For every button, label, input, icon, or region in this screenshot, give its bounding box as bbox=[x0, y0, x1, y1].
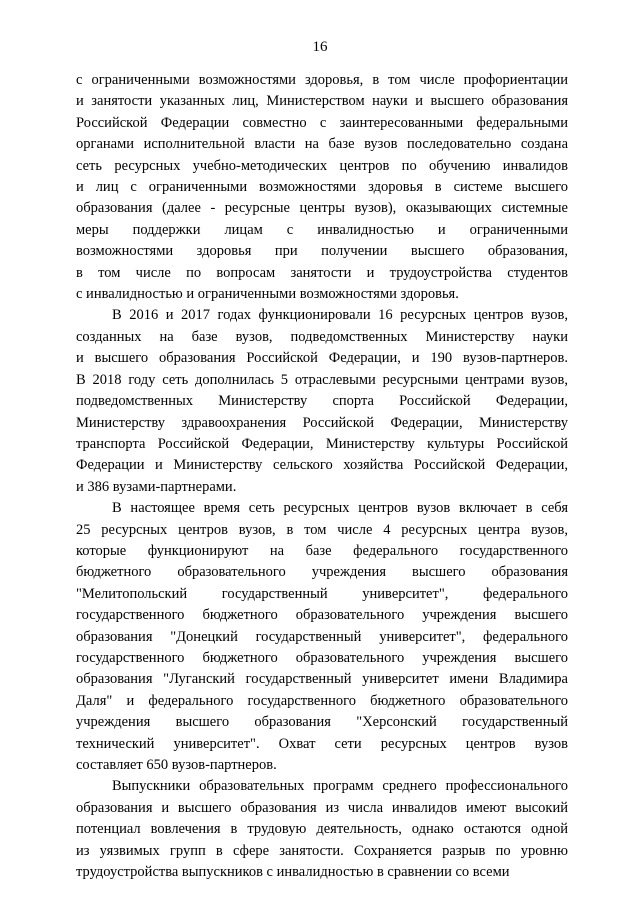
text-line: образования (далее - ресурсные центры вузов), оказывающих системные bbox=[76, 200, 568, 217]
text-line: составляет 650 вузов-партнеров. bbox=[76, 757, 277, 773]
text-line: с инвалидностью и ограниченными возможностями здоровья. bbox=[76, 286, 459, 303]
text-line: образования "Луганский государственный университет имени Владимира bbox=[76, 671, 568, 688]
text-line: В 2018 году сеть дополнилась 5 отраслевыми ресурсными центрами вузов, bbox=[76, 371, 568, 388]
text-line: образования и высшего образования из числа инвалидов имеют высокий bbox=[76, 799, 568, 816]
text-line: которые функционируют на базе федерального государственного bbox=[76, 542, 568, 559]
document-body bbox=[76, 70, 568, 883]
text-line: из уязвимых групп в сфере занятости. Сохраняется разрыв по уровню bbox=[76, 842, 568, 859]
text-line: Федерации и Министерству сельского хозяйства Российской Федерации, bbox=[76, 457, 568, 474]
text-line: государственного бюджетного образовательного учреждения высшего bbox=[76, 649, 568, 666]
text-line: Даля" и федерального государственного бюджетного образовательного bbox=[76, 692, 568, 709]
text-line: потенциал вовлечения в трудовую деятельность, однако остаются одной bbox=[76, 821, 568, 838]
text-line: В 2016 и 2017 годах функционировали 16 ресурсных центров вузов, bbox=[112, 307, 568, 324]
text-line: в том числе по вопросам занятости и трудоустройства студентов bbox=[76, 264, 568, 281]
text-line: 25 ресурсных центров вузов, в том числе 4 ресурсных центра вузов, bbox=[76, 521, 568, 538]
text-line: бюджетного образовательного учреждения высшего образования bbox=[76, 564, 568, 581]
text-line: технический университет". Охват сети ресурсных центров вузов bbox=[76, 735, 568, 752]
text-line: органами исполнительной власти на базе вузов последовательно создана bbox=[76, 136, 568, 153]
paragraph bbox=[76, 498, 568, 776]
page-number: 16 bbox=[312, 39, 328, 55]
text-line: и занятости указанных лиц, Министерством науки и высшего образования bbox=[76, 93, 568, 110]
text-line: и лиц с ограниченными возможностями здоровья в системе высшего bbox=[76, 179, 568, 196]
text-line: государственного бюджетного образовательного учреждения высшего bbox=[76, 607, 568, 624]
paragraph bbox=[76, 70, 568, 305]
text-line: и высшего образования Российской Федерации, и 190 вузов-партнеров. bbox=[76, 350, 568, 367]
text-line: Российской Федерации совместно с заинтересованными федеральными bbox=[76, 114, 568, 131]
paragraph bbox=[76, 305, 568, 498]
text-line: транспорта Российской Федерации, Министерству культуры Российской bbox=[76, 435, 568, 452]
text-line: Выпускники образовательных программ среднего профессионального bbox=[112, 778, 568, 795]
text-line: "Мелитопольский государственный университет", федерального bbox=[76, 585, 568, 602]
text-line: возможностями здоровья при получении высшего образования, bbox=[76, 243, 568, 260]
text-line: трудоустройства выпускников с инвалидностью в сравнении со всеми bbox=[76, 864, 510, 881]
text-line: учреждения высшего образования "Херсонский государственный bbox=[76, 714, 568, 731]
paragraph bbox=[76, 776, 568, 883]
text-line: и 386 вузами-партнерами. bbox=[76, 478, 237, 495]
text-line: образования "Донецкий государственный университет", федерального bbox=[76, 628, 568, 645]
text-line: В настоящее время сеть ресурсных центров вузов включает в себя bbox=[112, 500, 568, 517]
text-line: с ограниченными возможностями здоровья, в том числе профориентации bbox=[76, 72, 568, 88]
text-line: подведомственных Министерству спорта Российской Федерации, bbox=[76, 393, 568, 410]
text-line: меры поддержки лицам с инвалидностью и ограниченными bbox=[76, 221, 568, 238]
text-line: Министерству здравоохранения Российской Федерации, Министерству bbox=[76, 414, 568, 431]
text-line: сеть ресурсных учебно-методических центров по обучению инвалидов bbox=[76, 157, 568, 174]
text-line: созданных на базе вузов, подведомственных Министерству науки bbox=[76, 328, 568, 345]
